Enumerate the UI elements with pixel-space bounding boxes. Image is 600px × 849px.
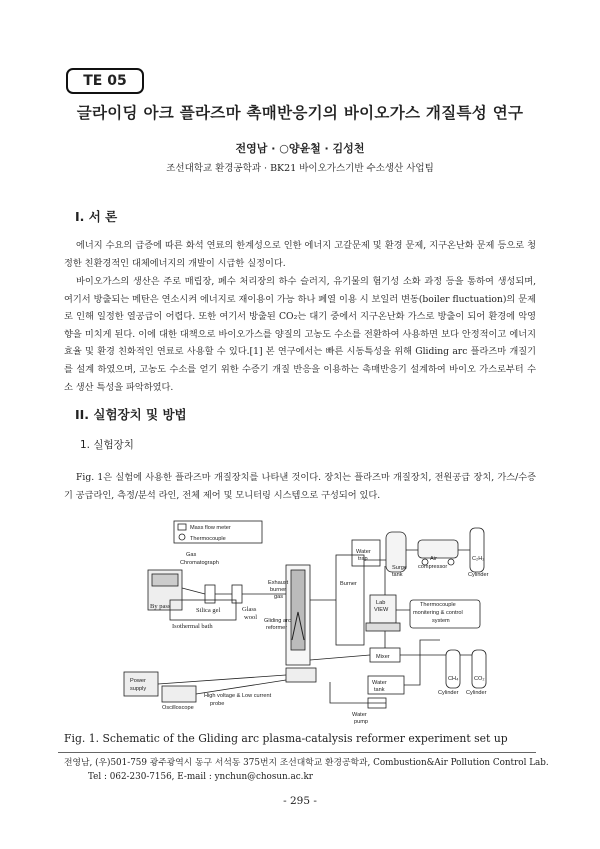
co2-cylinder [472, 650, 486, 688]
intro-paragraph-1: 에너지 수요의 급증에 따른 화석 연료의 한계성으로 인한 에너지 고갈문제 및 환경 문제, 지구온난화 문제 등으로 청정한 친환경적인 대체에너지의 개발이 시급한 실정이다. [64, 240, 536, 269]
glass-wool-label-2: wool [244, 614, 257, 621]
water-pump-label-2: pump [354, 719, 368, 725]
page-number: - 295 - [283, 795, 317, 807]
hv-probe-label-1: High voltage & Low current [204, 693, 272, 699]
tc-system-label-1: Thermocouple [420, 602, 456, 608]
co2-label: CO₂ [474, 676, 485, 682]
power-supply-label-2: supply [130, 686, 147, 692]
gliding-arc-label-1: Gliding arc [264, 618, 291, 624]
ch4-label: CH₄ [448, 676, 459, 682]
footnote-divider [58, 752, 536, 753]
air-compressor [418, 540, 458, 558]
exhaust-label-1: Exhaust [268, 580, 289, 586]
labview-label-1: Lab [376, 600, 386, 606]
gc-label-line1: Gas [186, 552, 197, 558]
isothermal-bath-label: Isothermal bath [172, 623, 213, 630]
water-trap-label-2: trap [358, 556, 368, 562]
water-tank-label-1: Water [372, 680, 387, 686]
gliding-arc-label-2: reformer [266, 625, 288, 631]
bypass-label: By pass [150, 603, 171, 610]
schematic-figure [120, 518, 500, 726]
session-tag: TE 05 [66, 68, 144, 94]
glass-wool-label-1: Glass [242, 606, 257, 613]
c2h2-cylinder [470, 528, 484, 572]
thermocouple-icon [179, 534, 185, 540]
affiliation: 조선대학교 환경공학과 · BK21 바이오가스기반 수소생산 사업팀 [166, 163, 434, 174]
power-supply-label-1: Power [130, 678, 146, 684]
section-heading-intro: I. 서 론 [75, 209, 118, 224]
cylinder-label-1: Cylinder [438, 690, 459, 696]
legend-mfm-label: Mass flow meter [190, 525, 231, 531]
silica-gel-label: Silica gel [196, 607, 221, 614]
oscilloscope [162, 686, 196, 702]
c2h2-label-1: C₂H₂ [472, 556, 485, 562]
tc-system-label-2: monitering & control [413, 610, 463, 616]
paper-title: 글라이딩 아크 플라즈마 촉매반응기의 바이오가스 개질특성 연구 [76, 104, 524, 122]
power-supply [124, 672, 158, 696]
methods-paragraph: Fig. 1은 실험에 사용한 플라즈마 개질장치를 나타낸 것이다. 장치는 플라즈마 개질장치, 전원공급 장치, 가스/수증기 공급라인, 측정/분석 라인, 전체 제어 및 모니터링 시스템으로 구성되어 있다. [64, 472, 536, 501]
intro-paragraph-2: 바이오가스의 생산은 주로 매립장, 폐수 처리장의 하수 슬러지, 유기물의 혐기성 소화 과정 등을 통하여 생성되며, 여기서 방출되는 메탄은 연소시켜 에너지로 재이용이 가능 하나 폐열 이용 시 보일러 변동(boiler fluctuation)의 문제로 인해 일정한 열공급이 어렵다. 또한 여기서 방출된 CO₂는 대기 중에서 지구온난화 가스로 방출이 되어 환경에 악영향을 미치게 된다. 이에 대한 대책으로 바이오가스를 양질의 고농도 수소를 전환하여 사용하면 보다 안정적이고 에너지효율 및 환경 친화적인 연료로 사용할 수 있다.[1] 본 연구에서는 빠른 시동특성을 위해 Gliding arc 플라즈마 개질기를 설계 하였으며, 고농도 수소를 얻기 위한 수증기 개질 반응을 이용하는 촉매반응기 설계하여 바이오 가스로부터 수소 생산 특성을 파악하였다. [64, 276, 536, 393]
cylinder-label-2: Cylinder [466, 690, 487, 696]
subsection-heading-apparatus: 1. 실험장치 [80, 439, 134, 451]
exhaust-label-2: burner [270, 587, 287, 593]
water-pump-label-1: Water [352, 712, 367, 718]
oscilloscope-label: Oscilloscope [162, 705, 194, 711]
mixer-label: Mixer [376, 654, 390, 660]
section-heading-methods: II. 실험장치 및 방법 [75, 407, 187, 422]
air-comp-label-2: compressor [418, 564, 448, 570]
surge-label-2: tank [392, 572, 403, 578]
hv-probe-label-2: probe [210, 701, 225, 707]
ch4-cylinder [446, 650, 460, 688]
footnote-line-1: 전영남, (우)501-759 광주광역시 동구 서석동 375번지 조선대학교 환경공학과, Combustion&Air Pollution Control Lab. [64, 758, 549, 768]
authors: 전영남 · ○양윤철 · 김성천 [235, 142, 365, 155]
burner-label: Burner [340, 581, 357, 587]
water-tank-label-2: tank [374, 687, 385, 693]
labview-label-2: VIEW [374, 607, 389, 613]
c2h2-label-2: Cylinder [468, 572, 489, 578]
water-trap-label-1: Water [356, 549, 371, 555]
legend-thermocouple-label: Thermocouple [190, 536, 226, 542]
burner-box [336, 555, 364, 645]
figure-caption: Fig. 1. Schematic of the Gliding arc plasma-catalysis reformer experiment set up [64, 732, 508, 745]
footnote-line-2: Tel : 062-230-7156, E-mail : ynchun@chosun.ac.kr [88, 772, 313, 782]
gc-label-line2: Chromatograph [180, 560, 219, 566]
tc-system-label-3: system [432, 618, 450, 624]
mfm-icon [178, 524, 186, 530]
air-comp-label-1: Air [430, 556, 437, 562]
surge-label-1: Surge [392, 565, 407, 571]
exhaust-label-3: gas [274, 594, 284, 600]
